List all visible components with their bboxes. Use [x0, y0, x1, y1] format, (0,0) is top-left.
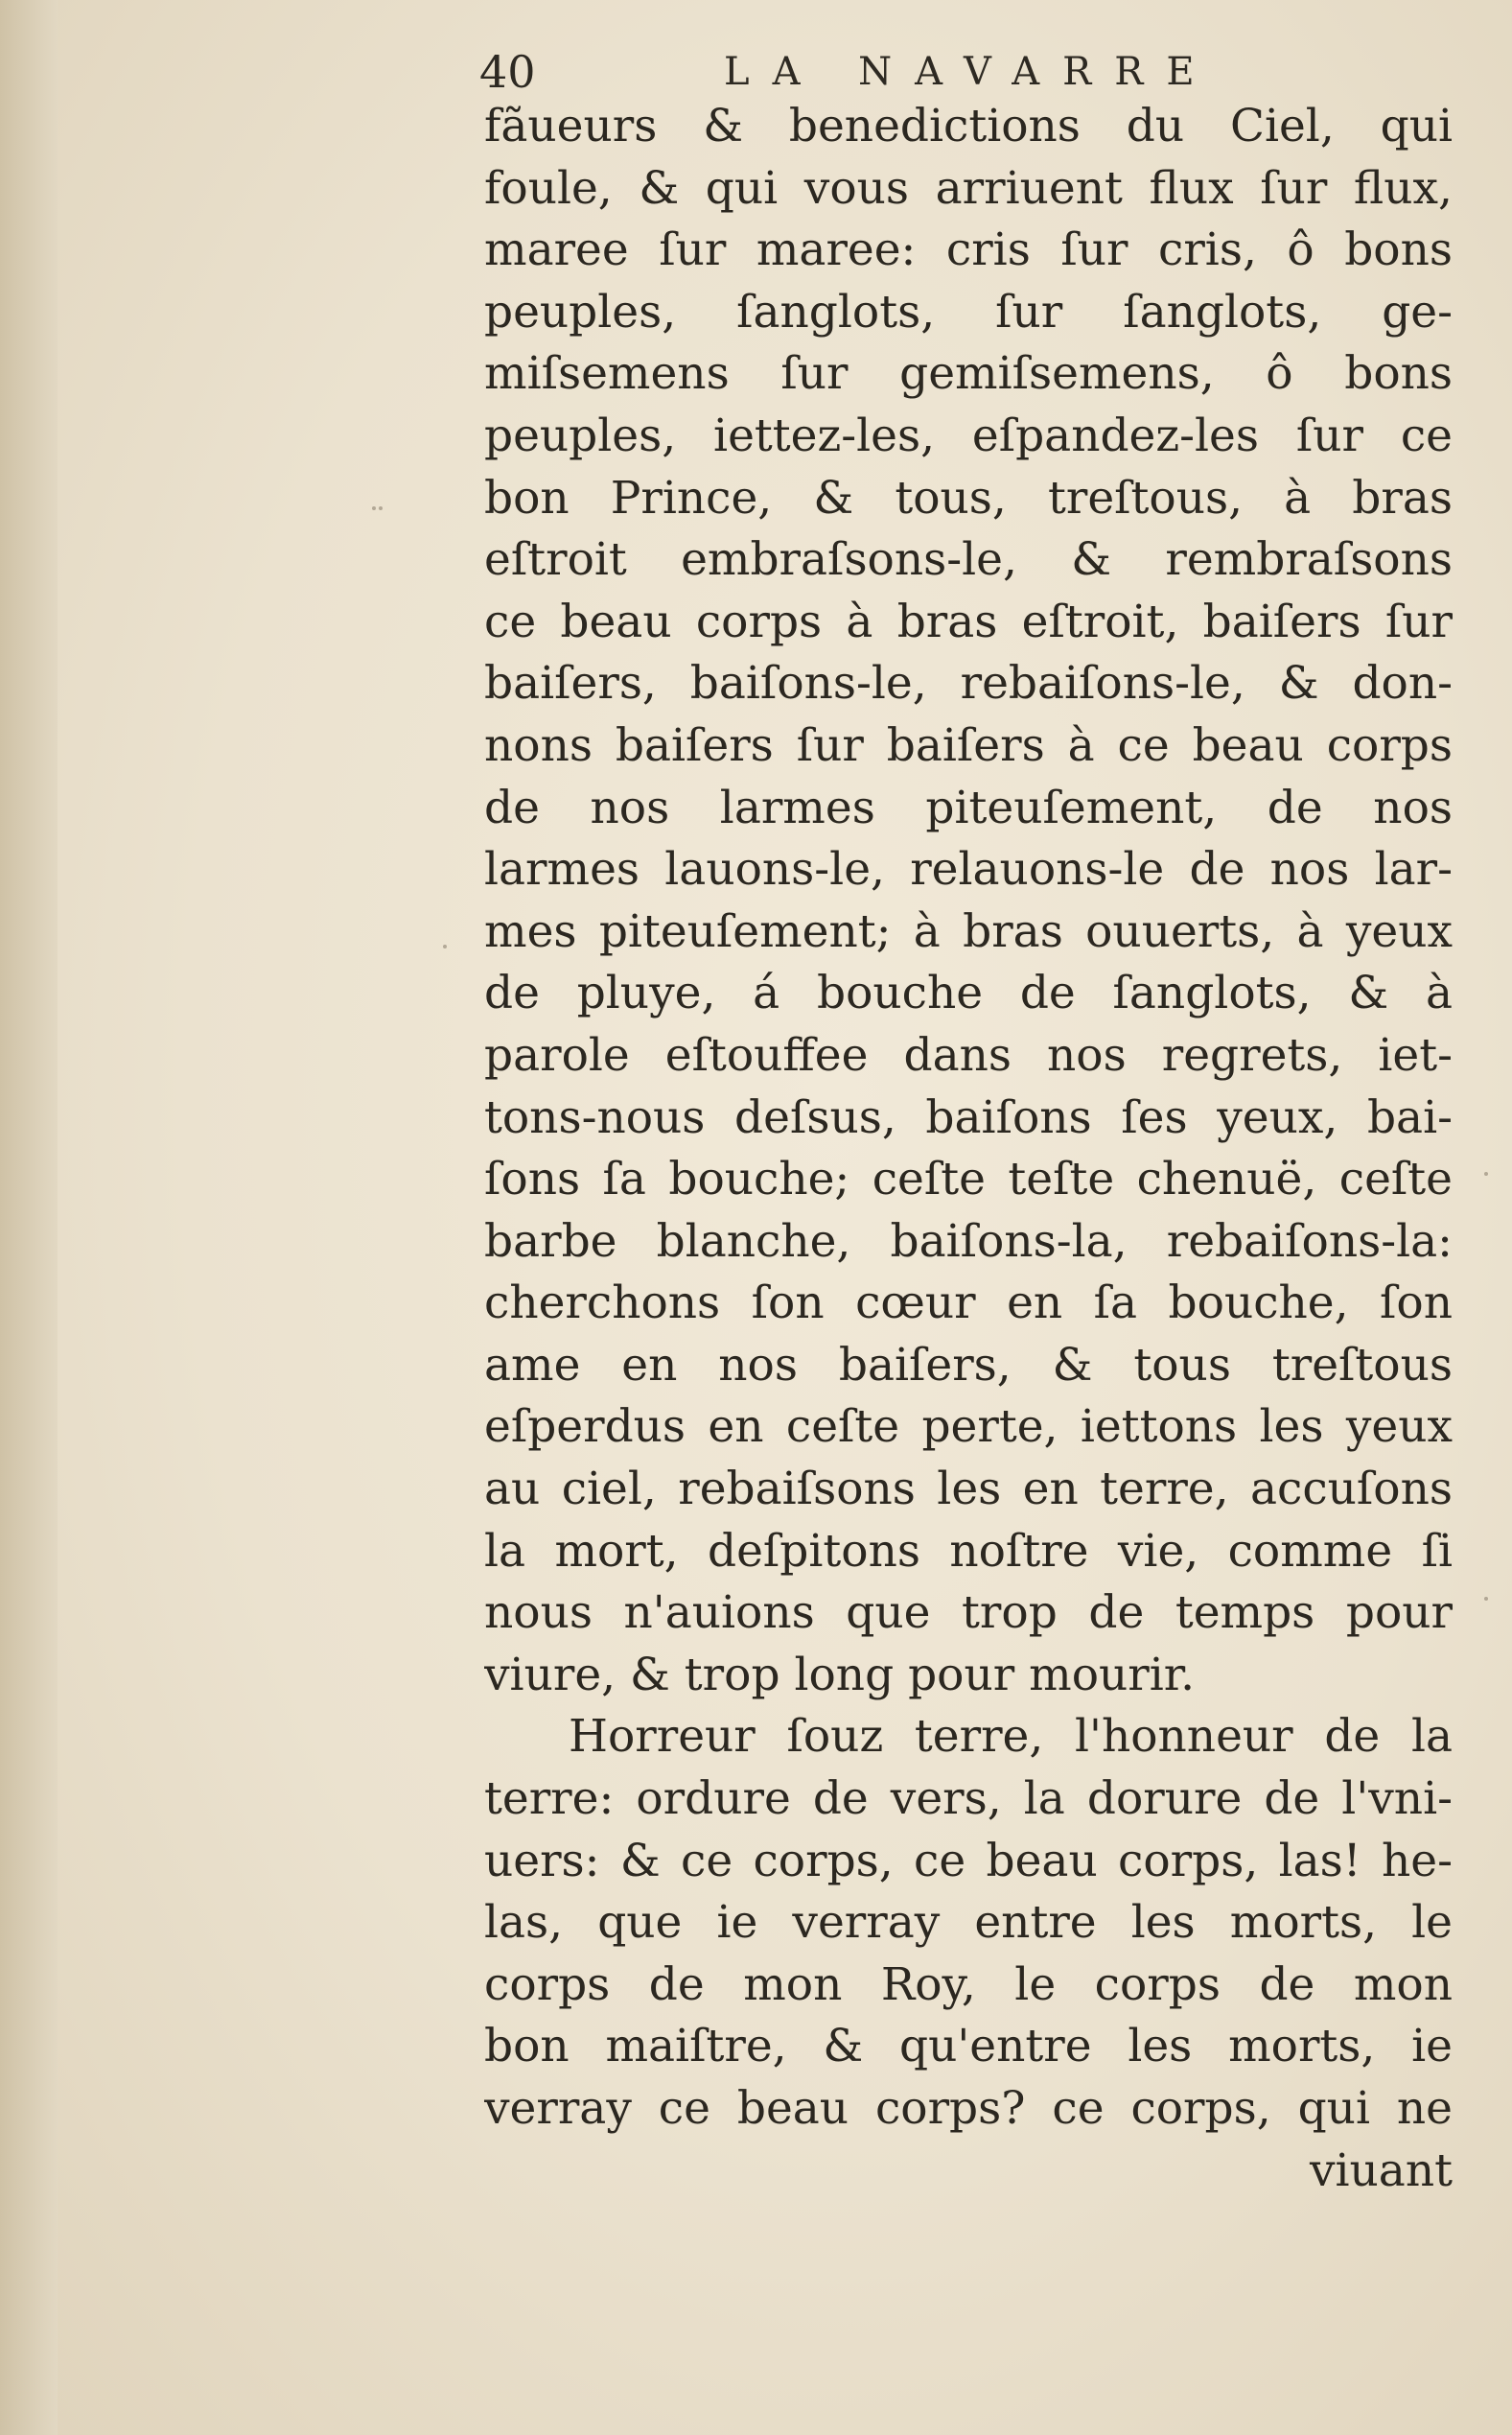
text-line: bon maiſtre, & qu'entre les morts, ie [484, 2020, 1453, 2073]
ink-speck [443, 945, 447, 948]
ink-speck [1484, 1597, 1488, 1601]
text-line: eſperdus en ceſte perte, iettons les yeux [484, 1400, 1453, 1454]
text-line: de nos larmes piteuſement, de nos [484, 781, 1453, 834]
text-line: ame en nos baiſers, & tous treſtous [484, 1338, 1453, 1392]
paragraph-start-line: Horreur ſouz terre, l'honneur de la [569, 1710, 1453, 1764]
text-line: terre: ordure de vers, la dorure de l'vni- [484, 1772, 1453, 1826]
text-line: de pluye, á bouche de ſanglots, & à [484, 967, 1453, 1020]
text-line: miſsemens ſur gemiſsemens, ô bons [484, 347, 1453, 401]
body-text [484, 96, 1453, 2202]
text-line: uers: & ce corps, ce beau corps, las! he- [484, 1834, 1453, 1887]
text-line: cherchons ſon cœur en ſa bouche, ſon [484, 1276, 1453, 1330]
catchword: viuant [1309, 2143, 1453, 2197]
text-line: bon Prince, & tous, treſtous, à bras [484, 471, 1453, 525]
text-line: larmes lauons-le, relauons-le de nos lar- [484, 843, 1453, 897]
text-line: tons-nous deſsus, baiſons ſes yeux, bai- [484, 1090, 1453, 1144]
text-line: au ciel, rebaiſsons les en terre, accuſons [484, 1463, 1453, 1516]
text-line: foule, & qui vous arriuent flux ſur flux, [484, 161, 1453, 215]
text-line: nous n'auions que trop de temps pour [484, 1586, 1453, 1640]
page-gutter [0, 0, 58, 2435]
text-line: peuples, iettez-les, eſpandez-les ſur ce [484, 409, 1453, 462]
ink-speck [379, 506, 383, 510]
ink-speck [1484, 1172, 1488, 1176]
text-line: baiſers, baiſons-le, rebaiſons-le, & don- [484, 657, 1453, 711]
paragraph-end-line: viure, & trop long pour mourir. [484, 1648, 1196, 1701]
text-line: ſons ſa bouche; ceſte teſte chenuë, ceſte [484, 1153, 1453, 1206]
page-number: 40 [479, 46, 536, 98]
text-line: verray ce beau corps? ce corps, qui ne [484, 2082, 1453, 2135]
text-line: peuples, ſanglots, ſur ſanglots, ge- [484, 285, 1453, 339]
ink-speck [372, 506, 376, 510]
text-line: parole eſtouffee dans nos regrets, iet- [484, 1028, 1453, 1082]
text-line: las, que ie verray entre les morts, le [484, 1896, 1453, 1950]
text-line: fãueurs & benedictions du Ciel, qui [484, 100, 1453, 152]
text-line: barbe blanche, baiſons-la, rebaiſons-la: [484, 1214, 1453, 1268]
text-line: la mort, deſpitons noſtre vie, comme ſi [484, 1524, 1453, 1578]
text-line: eſtroit embraſsons-le, & rembraſsons [484, 533, 1453, 587]
running-title: LA NAVARRE [724, 50, 1218, 94]
text-line: ce beau corps à bras eſtroit, baiſers ſur [484, 595, 1453, 648]
text-line: mes piteuſement; à bras ouuerts, à yeux [484, 904, 1453, 958]
text-line: maree ſur maree: cris ſur cris, ô bons [484, 223, 1453, 277]
text-line: corps de mon Roy, le corps de mon [484, 1957, 1453, 2011]
text-line: nons baiſers ſur baiſers à ce beau corps [484, 718, 1453, 772]
